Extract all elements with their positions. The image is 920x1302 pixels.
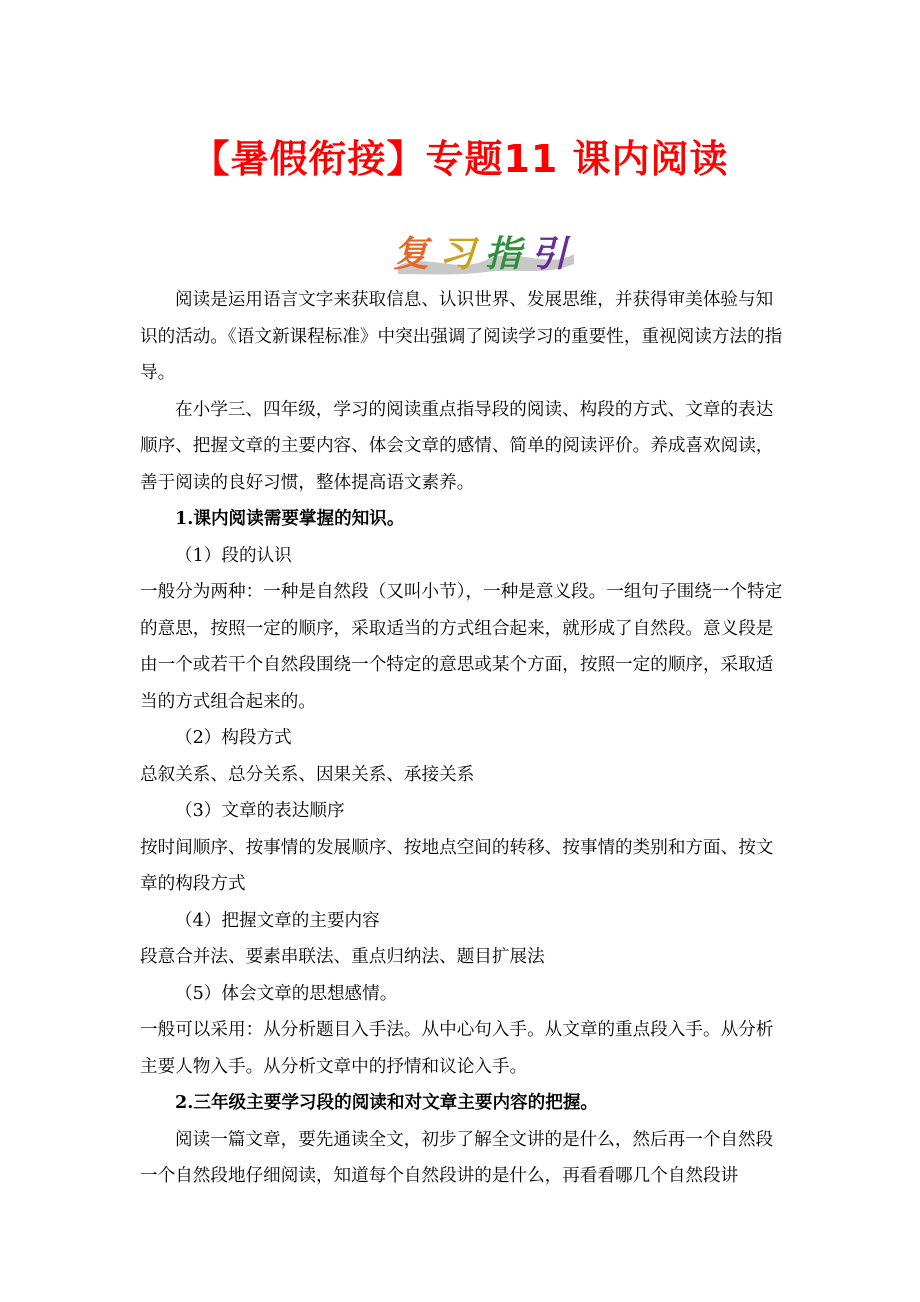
intro-paragraph: 在小学三、四年级，学习的阅读重点指导段的阅读、构段的方式、文章的表达顺序、把握文章的主要内容、体会文章的感情、简单的阅读评价。养成喜欢阅读，善于阅读的良好习惯，整体提高语文素养。 [140,399,774,493]
intro-paragraph: 阅读是运用语言文字来获取信息、认识世界、发展思维，并获得审美体验与知识的活动。《语文新课程标准》中突出强调了阅读学习的重要性，重视阅读方法的指导。 [140,290,783,383]
item-label: （3）文章的表达顺序 [175,801,345,821]
banner-chars [388,230,578,278]
banner-char: 指 [484,233,521,275]
item-text: 一般分为两种：一种是自然段（又叫小节），一种是意义段。一组句子围绕一个特定的意思，按照一定的顺序，采取适当的方式组合起来，就形成了自然段。意义段是由一个或若干个自然段围绕一个特定的意思或某个方面，按照一定的顺序，采取适当的方式组合起来的。 [140,582,783,712]
review-guide-banner [388,230,578,278]
banner-char: 引 [530,233,567,275]
item-text: 段意合并法、要素串联法、重点归纳法、题目扩展法 [140,947,545,967]
item-label: （4）把握文章的主要内容 [175,910,380,931]
document-body [140,282,788,1195]
item-text: 按时间顺序、按事情的发展顺序、按地点空间的转移、按事情的类别和方面、按文章的构段方式 [140,837,774,894]
section-paragraph: 阅读一篇文章，要先通读全文，初步了解全文讲的是什么，然后再一个自然段一个自然段地仔细阅读，知道每个自然段讲的是什么，再看看哪几个自然段讲 [140,1129,774,1186]
section-heading: 1.课内阅读需要掌握的知识。 [175,508,405,529]
item-label: （1）段的认识 [175,545,292,566]
item-text: 一般可以采用：从分析题目入手法。从中心句入手。从文章的重点段入手。从分析主要人物入手。从分析文章中的抒情和议论入手。 [140,1020,774,1077]
page-title: 【暑假衔接】专题11 课内阅读 [191,137,729,181]
banner-char: 复 [392,233,429,275]
section-heading: 2.三年级主要学习段的阅读和对文章主要内容的把握。 [175,1092,599,1113]
item-label: （2）构段方式 [175,728,292,748]
item-text: 总叙关系、总分关系、因果关系、承接关系 [140,764,475,785]
item-label: （5）体会文章的思想感情。 [175,983,398,1004]
banner-char: 习 [438,233,475,275]
